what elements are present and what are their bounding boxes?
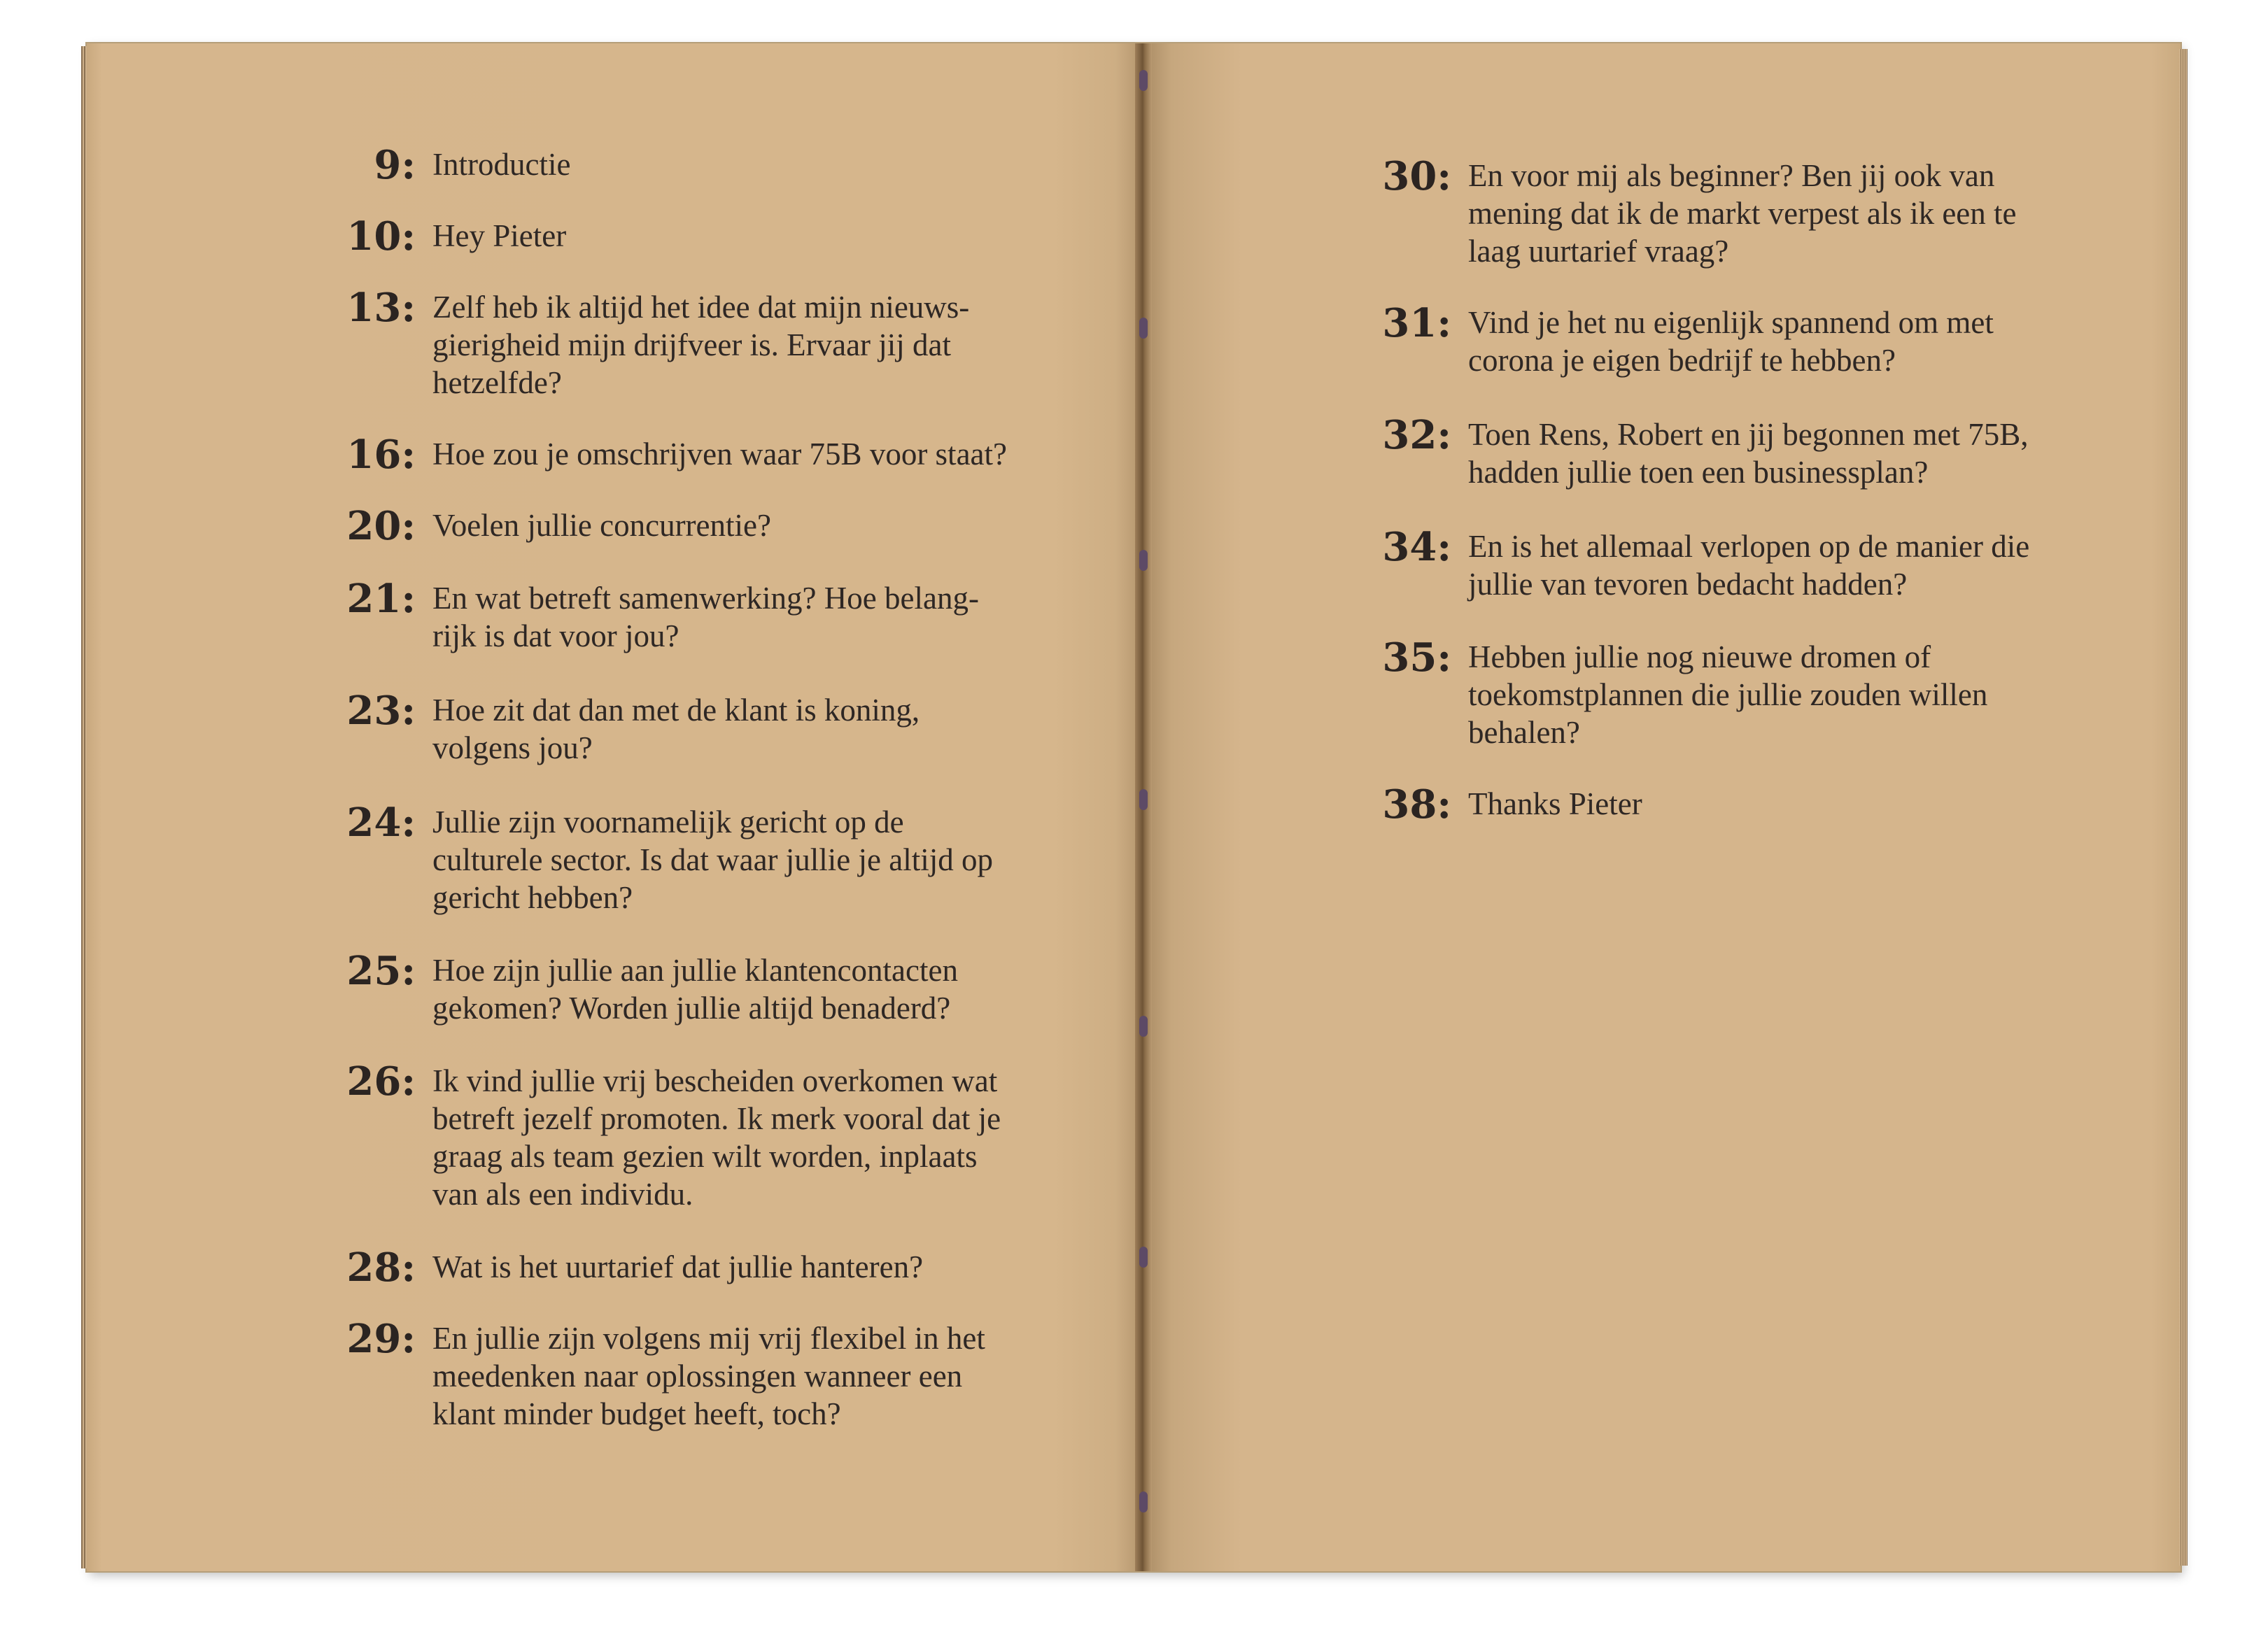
toc-title: Introductie xyxy=(432,147,571,182)
toc-page-number: 24: xyxy=(346,800,416,846)
toc-title: Vind je het nu eigenlijk spannend om met corona je eigen bedrijf te hebben? xyxy=(1468,305,1994,378)
toc-page-number: 20: xyxy=(346,503,416,549)
stitch-mark xyxy=(1139,789,1148,810)
toc-title: Jullie zijn voornamelijk gericht op de culturele sector. Is dat waar jullie je altijd op gericht hebben? xyxy=(432,805,993,915)
left-page xyxy=(87,43,1142,1571)
toc-page-number: 29: xyxy=(346,1316,416,1362)
toc-page-number: 26: xyxy=(346,1058,416,1105)
toc-title: En voor mij als beginner? Ben jij ook van mening dat ik de markt verpest als ik een te laag uurtarief vraag? xyxy=(1468,158,2017,269)
toc-page-number: 21: xyxy=(346,576,416,622)
toc-page-number: 34: xyxy=(1382,524,1451,570)
toc-page-number: 28: xyxy=(346,1245,416,1291)
toc-title: En wat betreft samenwerking? Hoe belang- rijk is dat voor jou? xyxy=(432,581,979,653)
booklet-spread xyxy=(87,43,2181,1571)
toc-page-number: 23: xyxy=(346,688,416,734)
stitch-mark xyxy=(1139,550,1148,571)
toc-page-number: 13: xyxy=(346,285,416,331)
toc-page-number: 31: xyxy=(1382,300,1451,346)
toc-title: Toen Rens, Robert en jij begonnen met 75B, hadden jullie toen een businessplan? xyxy=(1468,417,2029,490)
page-edge-right xyxy=(2179,49,2188,1566)
toc-page-number: 16: xyxy=(346,432,416,478)
stitch-mark xyxy=(1139,1016,1148,1037)
stitch-mark xyxy=(1139,318,1148,339)
toc-page-number: 35: xyxy=(1382,635,1451,681)
toc-title: Zelf heb ik altijd het idee dat mijn nieuws- gierigheid mijn drijfveer is. Ervaar jij dat hetzelfde? xyxy=(432,290,970,400)
toc-title: Hoe zou je omschrijven waar 75B voor staat? xyxy=(432,437,1007,472)
toc-page-number: 38: xyxy=(1382,781,1451,828)
stitch-mark xyxy=(1139,1247,1148,1268)
toc-title: Hey Pieter xyxy=(432,218,567,253)
toc-title: En jullie zijn volgens mij vrij flexibel in het meedenken naar oplossingen wanneer een klant minder budget heeft, toch? xyxy=(432,1321,985,1431)
stitch-mark xyxy=(1139,1491,1148,1512)
right-page xyxy=(1143,43,2181,1571)
toc-title: En is het allemaal verlopen op de manier die jullie van tevoren bedacht hadden? xyxy=(1468,529,2030,602)
toc-title: Hoe zijn jullie aan jullie klantencontacten gekomen? Worden jullie altijd benaderd? xyxy=(432,953,958,1026)
stitch-mark xyxy=(1139,70,1148,91)
toc-title: Hebben jullie nog nieuwe dromen of toekomstplannen die jullie zouden willen behalen? xyxy=(1468,639,1988,750)
toc-title: Wat is het uurtarief dat jullie hanteren? xyxy=(432,1249,924,1284)
toc-title: Hoe zit dat dan met de klant is koning, volgens jou? xyxy=(432,693,920,765)
toc-page-number: 9: xyxy=(374,142,416,188)
toc-page-number: 32: xyxy=(1382,412,1451,458)
toc-title: Thanks Pieter xyxy=(1468,786,1642,821)
toc-page-number: 25: xyxy=(346,948,416,994)
toc-title: Voelen jullie concurrentie? xyxy=(432,508,771,543)
toc-page-number: 30: xyxy=(1382,153,1451,199)
toc-title: Ik vind jullie vrij bescheiden overkomen wat betreft jezelf promoten. Ik merk vooral dat je graag als team gezien wilt worden, inplaats van als een individu. xyxy=(432,1063,1001,1212)
toc-page-number: 10: xyxy=(346,213,416,260)
